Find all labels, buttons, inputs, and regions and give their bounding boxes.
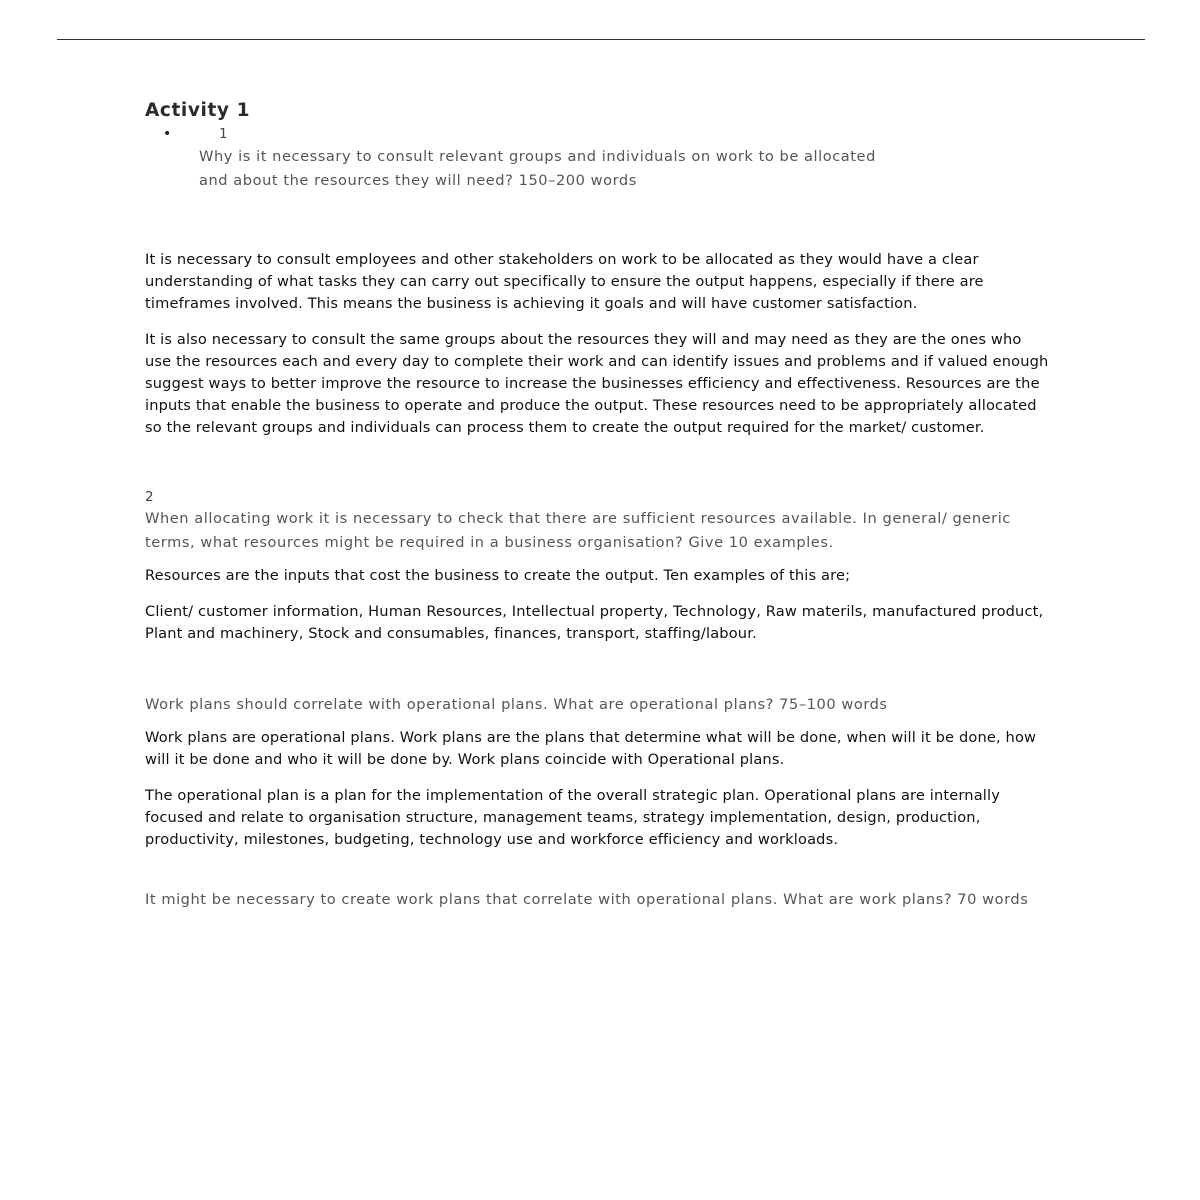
question-2-number: 2 <box>145 489 154 505</box>
answer-3-paragraph-1: Work plans are operational plans. Work plans are the plans that determine what will be done, when will it be done, how will it be done and who it will be done by. Work plans coincide with Operational plans. <box>145 729 1037 768</box>
question-1-text <box>199 145 999 193</box>
answer-1-paragraph-1: It is necessary to consult employees and other stakeholders on work to be allocated as they would have a clear understanding of what tasks they can carry out specifically to ensure the output happens, especially if there are timeframes involved. This means the business is achieving it goals and will have customer satisfaction. <box>145 251 984 312</box>
question-1-line-1: Why is it necessary to consult relevant groups and individuals on work to be allocated <box>199 148 876 165</box>
bullet-icon: • <box>163 126 172 142</box>
answer-1-paragraph-2: It is also necessary to consult the same groups about the resources they will and may need as they are the ones who use the resources each and every day to complete their work and can identify issues and problems and if valued enough suggest ways to better improve the resource to increase the businesses efficiency and effectiveness. Resources are the inputs that enable the business to operate and produce the output. These resources need to be appropriately allocated so the relevant groups and individuals can process them to create the output required for the market/ customer. <box>145 331 1049 436</box>
header-rule <box>57 39 1145 40</box>
answer-2-paragraph-1: Resources are the inputs that cost the business to create the output. Ten examples of this are; <box>145 567 851 584</box>
document-body <box>145 98 1050 909</box>
answer-2-paragraph-2: Client/ customer information, Human Resources, Intellectual property, Technology, Raw materils, manufactured product, Plant and machinery, Stock and consumables, finances, transport, staffing/labour. <box>145 603 1044 642</box>
activity-heading: Activity 1 <box>145 100 251 121</box>
question-1-line-2: and about the resources they will need? 150–200 words <box>199 172 637 189</box>
question-4-text: It might be necessary to create work plans that correlate with operational plans. What are work plans? 70 words <box>145 891 1029 908</box>
question-3-text: Work plans should correlate with operational plans. What are operational plans? 75–100 words <box>145 696 888 713</box>
answer-3-paragraph-2: The operational plan is a plan for the implementation of the overall strategic plan. Operational plans are internally focused and relate to organisation structure, management teams, strategy implementation, design, production, productivity, milestones, budgeting, technology use and workforce efficiency and workloads. <box>145 787 1000 848</box>
question-1-number: 1 <box>219 126 228 142</box>
question-2-text: When allocating work it is necessary to check that there are sufficient resources available. In general/ generic terms, what resources might be required in a business organisation? Give 10 examples. <box>145 510 1011 551</box>
question-1-marker <box>145 124 1050 144</box>
